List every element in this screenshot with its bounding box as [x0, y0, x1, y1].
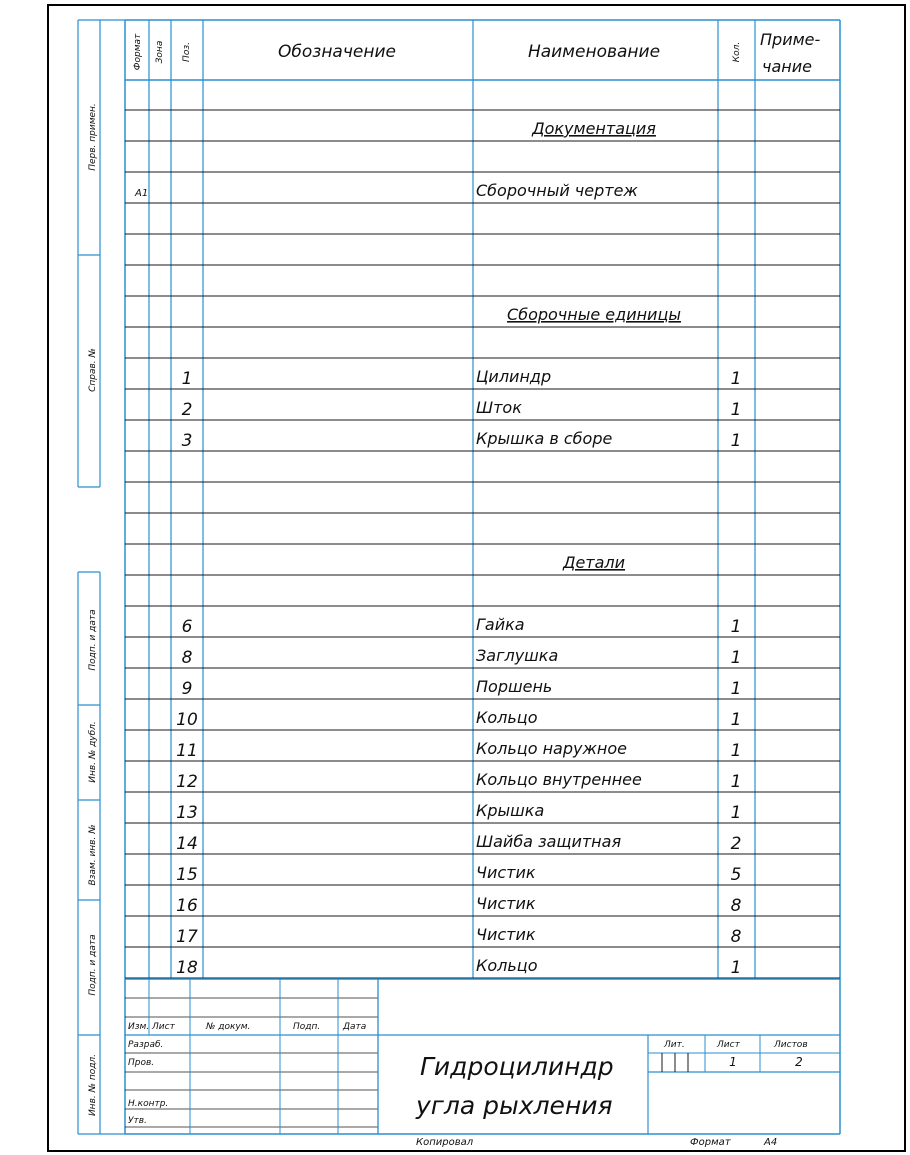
row-position: 12 — [176, 772, 198, 792]
section-heading: Документация — [532, 119, 656, 138]
header-pos: Поз. — [182, 42, 192, 62]
header-note-line2: чание — [762, 57, 812, 76]
tb-sheet-label: Лист — [717, 1040, 740, 1050]
row-quantity: 1 — [730, 369, 742, 389]
spec-rows — [134, 119, 742, 978]
row-quantity: 2 — [730, 834, 742, 854]
row-quantity: 1 — [730, 710, 742, 730]
header-name: Наименование — [527, 42, 661, 62]
side-label-inv-no-dubl: Инв. № дубл. — [88, 721, 98, 783]
footer-kopiroval: Копировал — [416, 1137, 474, 1148]
tb-izm-label: Изм. — [128, 1022, 150, 1032]
row-format: А1 — [135, 188, 149, 199]
table-header — [133, 30, 821, 76]
tb-sheets-value: 2 — [795, 1055, 803, 1069]
tb-list-label: Лист — [152, 1022, 175, 1032]
row-quantity: 1 — [730, 648, 742, 668]
row-position: 6 — [181, 617, 193, 637]
title-block — [128, 1022, 808, 1126]
row-position: 13 — [176, 803, 198, 823]
row-name: Поршень — [476, 677, 553, 696]
row-quantity: 1 — [730, 679, 742, 699]
row-quantity: 1 — [730, 400, 742, 420]
side-label-perv-primen: Перв. примен. — [88, 103, 98, 171]
row-position: 10 — [176, 710, 198, 730]
tb-razrab-label: Разраб. — [128, 1040, 164, 1050]
row-name: Сборочный чертеж — [476, 181, 638, 200]
header-designation: Обозначение — [278, 42, 396, 62]
row-name: Чистик — [476, 925, 536, 944]
row-name: Кольцо наружное — [476, 739, 627, 758]
header-zone: Зона — [155, 40, 165, 64]
side-label-podp-data-1: Подп. и дата — [88, 609, 98, 671]
row-name: Кольцо внутреннее — [476, 770, 642, 789]
tb-utv-label: Утв. — [128, 1116, 147, 1126]
tb-title-line1: Гидроцилиндр — [420, 1052, 614, 1081]
row-name: Шток — [476, 398, 522, 417]
row-name: Цилиндр — [476, 367, 552, 386]
side-label-vzam-inv-no: Взам. инв. № — [88, 824, 98, 886]
row-position: 11 — [176, 741, 198, 761]
footer-format-value: А4 — [764, 1137, 778, 1148]
row-quantity: 1 — [730, 958, 742, 978]
row-quantity: 1 — [730, 617, 742, 637]
row-position: 14 — [176, 834, 198, 854]
header-format: Формат — [133, 33, 143, 71]
row-quantity: 8 — [730, 896, 742, 916]
row-quantity: 1 — [730, 772, 742, 792]
row-name: Шайба защитная — [476, 832, 622, 851]
side-label-inv-no-podl: Инв. № подл. — [88, 1053, 98, 1117]
header-note-line1: Приме- — [760, 30, 821, 49]
row-name: Чистик — [476, 863, 536, 882]
footer — [416, 1137, 777, 1148]
row-position: 18 — [176, 958, 198, 978]
row-name: Заглушка — [476, 646, 559, 665]
row-position: 3 — [181, 431, 193, 451]
tb-lit-label: Лит. — [664, 1040, 685, 1050]
section-heading: Детали — [562, 553, 626, 572]
row-name: Чистик — [476, 894, 536, 913]
row-position: 2 — [181, 400, 193, 420]
row-name: Крышка — [476, 801, 545, 820]
row-name: Кольцо — [476, 956, 538, 975]
section-heading: Сборочные единицы — [507, 305, 681, 324]
row-quantity: 1 — [730, 803, 742, 823]
row-quantity: 1 — [730, 431, 742, 451]
tb-sheets-label: Листов — [774, 1040, 808, 1050]
row-quantity: 8 — [730, 927, 742, 947]
side-label-podp-data-2: Подп. и дата — [88, 934, 98, 996]
row-position: 1 — [181, 369, 193, 389]
side-label-sprav-no: Справ. № — [88, 348, 98, 392]
row-name: Крышка в сборе — [476, 429, 613, 448]
tb-podp-label: Подп. — [293, 1022, 321, 1032]
row-name: Гайка — [476, 615, 525, 634]
footer-format-label: Формат — [690, 1137, 731, 1148]
tb-sheet-value: 1 — [729, 1055, 737, 1069]
row-position: 16 — [176, 896, 198, 916]
tb-title-line2: угла рыхления — [416, 1091, 613, 1120]
tb-data-label: Дата — [343, 1022, 367, 1032]
row-position: 8 — [181, 648, 193, 668]
row-name: Кольцо — [476, 708, 538, 727]
row-position: 9 — [181, 679, 193, 699]
row-quantity: 1 — [730, 741, 742, 761]
header-qty: Кол. — [732, 41, 742, 63]
tb-no-dokum-label: № докум. — [206, 1022, 251, 1032]
row-position: 15 — [176, 865, 198, 885]
row-quantity: 5 — [730, 865, 742, 885]
tb-n-kontr-label: Н.контр. — [128, 1099, 169, 1109]
tb-prov-label: Пров. — [128, 1058, 155, 1068]
row-position: 17 — [176, 927, 198, 947]
